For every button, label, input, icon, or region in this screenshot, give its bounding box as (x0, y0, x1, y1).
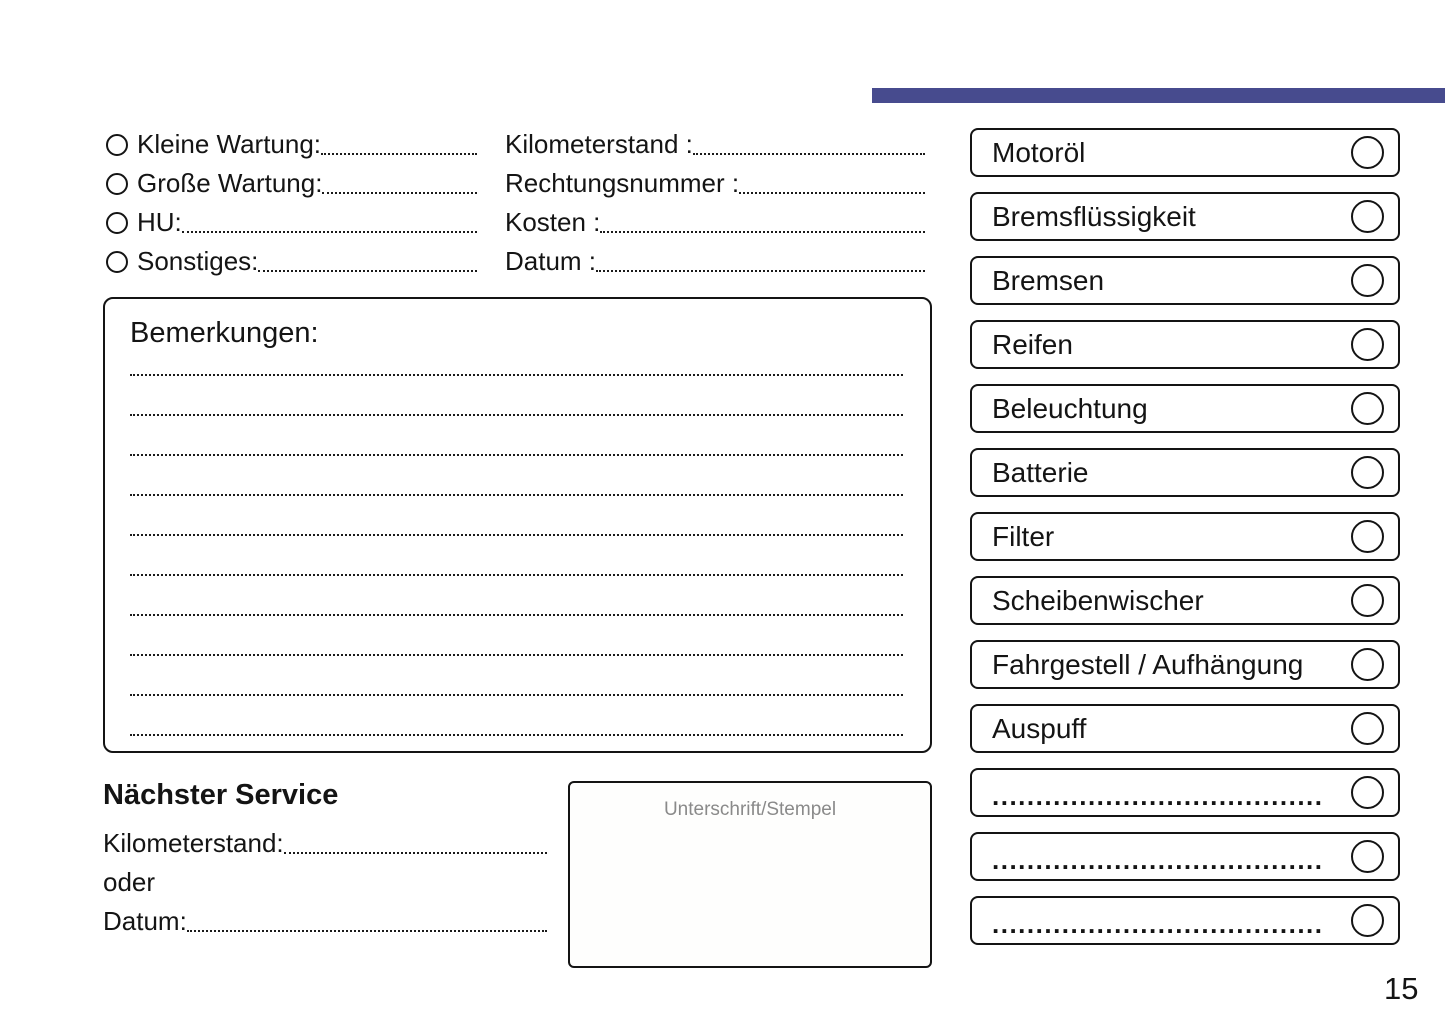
detail-field-label: Kosten : (505, 207, 601, 237)
remarks-line[interactable] (130, 696, 903, 736)
page-number: 15 (1384, 971, 1419, 1006)
check-circle-icon[interactable] (1351, 904, 1384, 937)
remarks-line[interactable] (130, 656, 903, 696)
checklist-item-label: Beleuchtung (992, 392, 1148, 424)
next-service-km-field (103, 824, 547, 863)
fill-in-line[interactable] (284, 852, 547, 854)
checklist-item (970, 256, 1400, 305)
fill-in-line[interactable] (600, 231, 925, 233)
service-type-label: Große Wartung: (137, 168, 323, 198)
checklist-item-label: Scheibenwischer (992, 584, 1204, 616)
checklist-item-label: Fahrgestell / Aufhängung (992, 648, 1304, 680)
next-service-title: Nächster Service (103, 779, 339, 811)
remarks-line[interactable] (130, 336, 903, 376)
detail-field-label: Rechtungsnummer : (505, 168, 740, 198)
detail-field (505, 125, 925, 164)
service-detail-fields (505, 125, 925, 281)
service-type-label: HU: (137, 207, 182, 237)
fill-in-line[interactable] (596, 270, 925, 272)
detail-field-label: Datum : (505, 246, 597, 276)
next-service-date-label: Datum: (103, 906, 187, 936)
inspection-checklist (970, 128, 1400, 960)
fill-in-line[interactable] (322, 192, 477, 194)
remarks-line[interactable] (130, 456, 903, 496)
service-type-option (106, 164, 477, 203)
checklist-item-blank-dots[interactable]: ...................................... (992, 909, 1324, 939)
detail-field (505, 242, 925, 281)
fill-in-line[interactable] (187, 930, 547, 932)
checklist-item-blank (970, 832, 1400, 881)
check-circle-icon[interactable] (1351, 392, 1384, 425)
service-type-option (106, 125, 477, 164)
remarks-line[interactable] (130, 616, 903, 656)
checklist-item-blank (970, 896, 1400, 945)
checklist-item (970, 512, 1400, 561)
check-circle-icon[interactable] (1351, 136, 1384, 169)
checklist-item (970, 448, 1400, 497)
checklist-item (970, 128, 1400, 177)
detail-field (505, 164, 925, 203)
checklist-item (970, 640, 1400, 689)
checklist-item (970, 320, 1400, 369)
fill-in-line[interactable] (693, 153, 925, 155)
checklist-item-label: Bremsen (992, 264, 1105, 296)
checklist-item-label: Bremsflüssigkeit (992, 200, 1196, 232)
next-service-km-label: Kilometerstand: (103, 828, 284, 858)
radio-circle-icon[interactable] (106, 251, 128, 273)
check-circle-icon[interactable] (1351, 328, 1384, 361)
checklist-item-label: Filter (992, 520, 1055, 552)
checklist-item (970, 192, 1400, 241)
detail-field-label: Kilometerstand : (505, 129, 693, 159)
service-type-label: Kleine Wartung: (137, 129, 322, 159)
check-circle-icon[interactable] (1351, 520, 1384, 553)
check-circle-icon[interactable] (1351, 456, 1384, 489)
fill-in-line[interactable] (258, 270, 477, 272)
checklist-item-label: Reifen (992, 328, 1073, 360)
service-type-option (106, 203, 477, 242)
detail-field (505, 203, 925, 242)
remarks-title: Bemerkungen: (130, 317, 319, 349)
remarks-line[interactable] (130, 576, 903, 616)
radio-circle-icon[interactable] (106, 212, 128, 234)
checklist-item-blank (970, 768, 1400, 817)
remarks-line[interactable] (130, 416, 903, 456)
next-service-or-label: oder (103, 867, 156, 897)
checklist-item-label: Motoröl (992, 136, 1086, 168)
fill-in-line[interactable] (321, 153, 477, 155)
radio-circle-icon[interactable] (106, 173, 128, 195)
remarks-box (103, 297, 932, 753)
check-circle-icon[interactable] (1351, 712, 1384, 745)
checklist-item-blank-dots[interactable]: ...................................... (992, 845, 1324, 875)
check-circle-icon[interactable] (1351, 264, 1384, 297)
remarks-line[interactable] (130, 376, 903, 416)
checklist-item (970, 704, 1400, 753)
checklist-item-label: Auspuff (992, 712, 1087, 744)
check-circle-icon[interactable] (1351, 648, 1384, 681)
check-circle-icon[interactable] (1351, 840, 1384, 873)
signature-placeholder: Unterschrift/Stempel (663, 799, 837, 820)
fill-in-line[interactable] (182, 231, 477, 233)
checklist-item-label: Batterie (992, 456, 1089, 488)
next-service-section (103, 780, 547, 941)
radio-circle-icon[interactable] (106, 134, 128, 156)
service-type-option (106, 242, 477, 281)
remarks-line[interactable] (130, 536, 903, 576)
accent-bar (872, 88, 1445, 103)
check-circle-icon[interactable] (1351, 776, 1384, 809)
checklist-item (970, 384, 1400, 433)
fill-in-line[interactable] (739, 192, 925, 194)
remarks-lines (130, 336, 903, 736)
check-circle-icon[interactable] (1351, 200, 1384, 233)
next-service-date-field (103, 902, 547, 941)
next-service-or-row (103, 863, 547, 902)
service-type-options (106, 125, 477, 281)
remarks-line[interactable] (130, 496, 903, 536)
checklist-item (970, 576, 1400, 625)
signature-box[interactable] (568, 781, 932, 968)
service-type-label: Sonstiges: (137, 246, 259, 276)
check-circle-icon[interactable] (1351, 584, 1384, 617)
checklist-item-blank-dots[interactable]: ...................................... (992, 781, 1324, 811)
